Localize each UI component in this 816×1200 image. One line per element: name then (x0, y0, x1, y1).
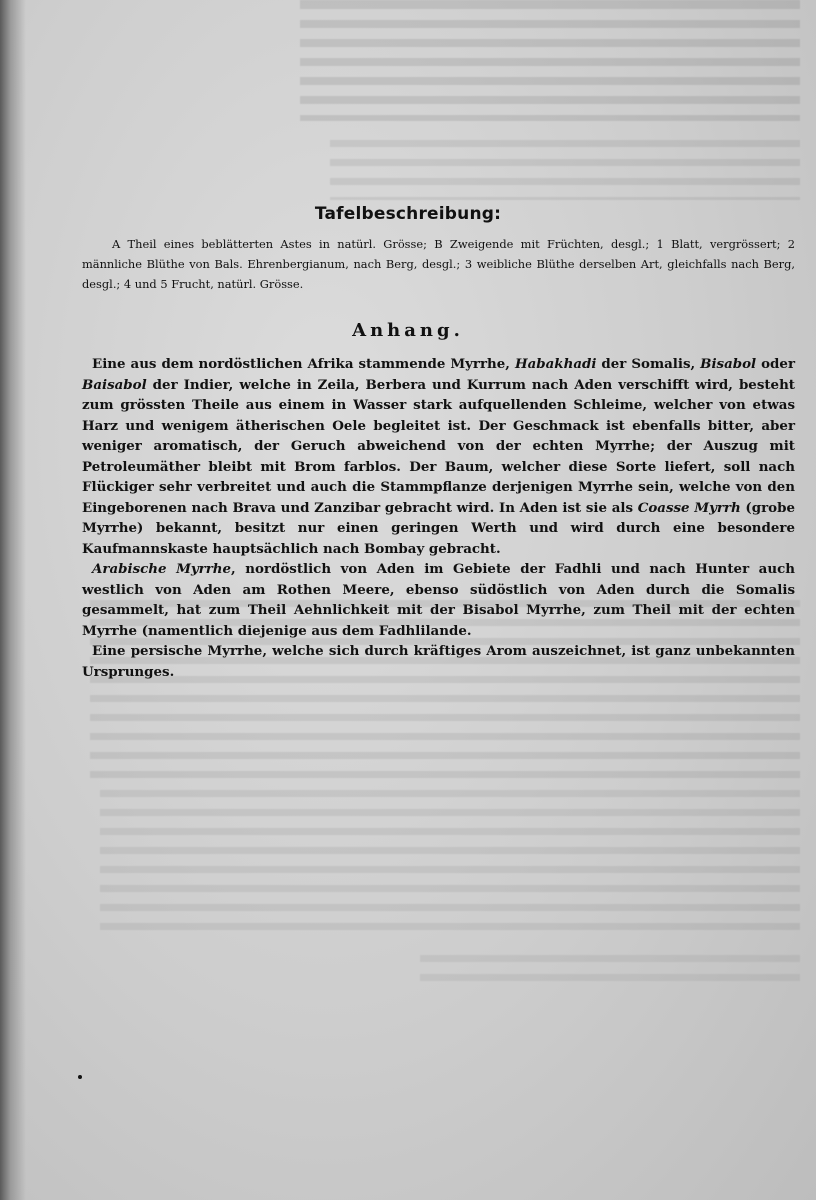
appendix-body (82, 354, 795, 682)
appendix-heading: Anhang. (352, 320, 464, 341)
p1-text-a: Eine aus dem nordöstlichen Afrika stammende Myrrhe, (92, 356, 515, 372)
ink-speck (78, 1075, 82, 1079)
binding-shadow (0, 0, 26, 1200)
p1-term-baisabol: Baisabol (82, 376, 147, 393)
p1-term-bisabol: Bisabol (700, 356, 757, 372)
p1-term-habakhadi: Habakhadi (514, 356, 597, 372)
p2-text-a: , nordöstlich von Aden im Gebiete der Fadhli und nach Hunter auch westlich von Aden am Rothen Meere, ebenso südöstlich von Aden durch die Somalis gesammelt, hat zum Theil Aehnlichkeit mit der Bisabol Myrrhe, zum Theil mit der echten Myrrhe (namentlich diejenige aus dem Fadhlilande. (82, 561, 795, 639)
p2-term-arabische-myrrhe: Arabische Myrrhe (92, 561, 232, 577)
p1-text-e: (grobe Myrrhe) bekannt, besitzt nur einen geringen Werth und wird durch eine besondere Kaufmannskaste hauptsächlich nach Bombay gebracht. (82, 499, 795, 557)
appendix-paragraph-3: Eine persische Myrrhe, welche sich durch kräftiges Arom auszeichnet, ist ganz unbekannten Ursprunges. (82, 643, 795, 680)
plate-description-title: Tafelbeschreibung: (314, 204, 502, 224)
p1-text-d: der Indier, welche in Zeila, Berbera und Kurrum nach Aden verschifft wird, besteht zum grössten Theile aus einem in Wasser stark aufquellenden Schleime, welcher von etwas Harz und wenigem ätherischen Oele begleitet ist. Der Geschmack ist ebenfalls bitter, aber weniger aromatisch, der Geruch abweichend von der echten Myrrhe; der Auszug mit Petroleumäther bleibt mit Brom farblos. Der Baum, welcher diese Sorte liefert, soll nach Flückiger sehr verbreitet und auch die Stammpflanze derjenigen Myrrhe sein, welche von den Eingeborenen nach Brava und Zanzibar gebracht wird. In Aden ist sie als (82, 376, 795, 516)
plate-description-text: A Theil eines beblätterten Astes in natürl. Grösse; B Zweigende mit Früchten, desgl.; 1 Blatt, vergrössert; 2 männliche Blüthe von Bals. Ehrenbergianum, nach Berg, desgl.; 3 weibliche Blüthe derselben Art, gleichfalls nach Berg, desgl.; 4 und 5 Frucht, natürl. Grösse. (82, 237, 795, 291)
appendix-paragraph-2 (82, 559, 795, 641)
p1-text-b: der Somalis, (596, 356, 701, 372)
appendix-paragraph-1 (82, 354, 795, 559)
p1-term-coasse-myrrh: Coasse Myrrh (637, 499, 741, 516)
p1-text-c: oder (756, 356, 795, 372)
